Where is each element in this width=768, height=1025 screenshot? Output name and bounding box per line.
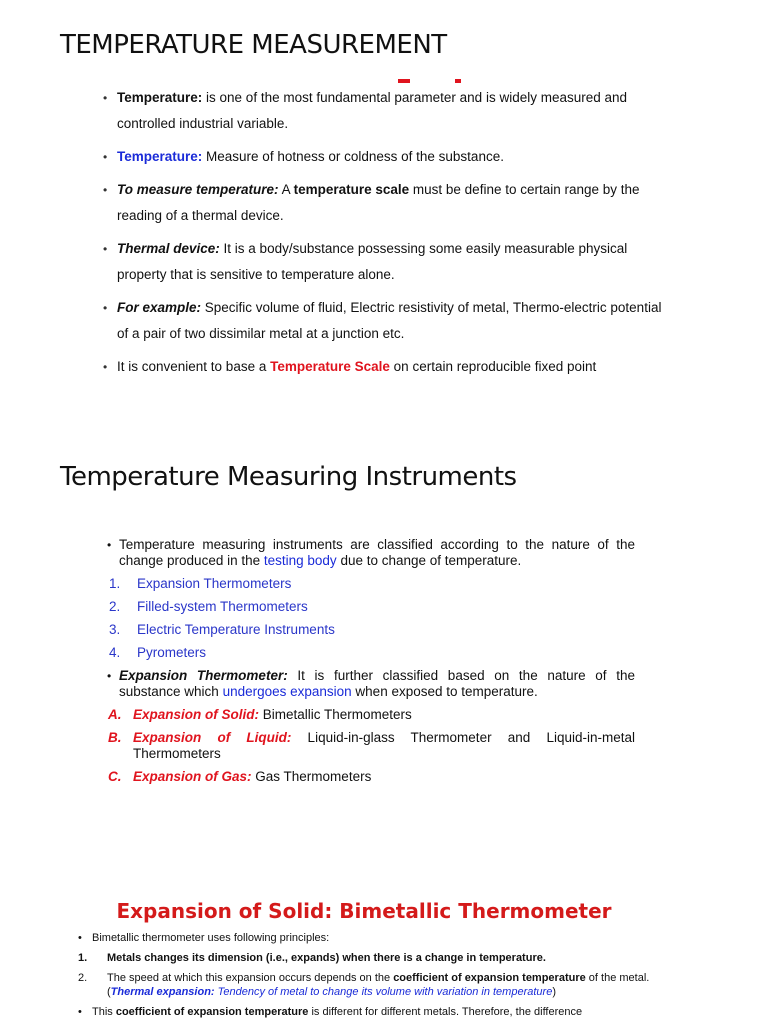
bullet-item [78, 1005, 668, 1019]
bullet-bold: coefficient of expansion temperature [115, 1006, 309, 1018]
sub-item [105, 769, 635, 785]
intro-text: Temperature measuring instruments are classified according to the nature of the change produced in the [119, 537, 635, 568]
bullet-text: Specific volume of fluid, Electric resistivity of metal, Thermo-electric potential of a pair of two dissimilar metal at a junction etc. [117, 300, 662, 341]
bullet-text: on certain reproducible fixed point [389, 359, 597, 374]
list-number: 3. [109, 622, 121, 637]
bullet-item [103, 177, 663, 229]
sub-term: Expansion of Gas: [133, 769, 252, 784]
bullet-term: Temperature: [117, 90, 203, 105]
bullet-item [103, 236, 663, 288]
expansion-highlight: undergoes expansion [222, 684, 352, 699]
item-text: ) [552, 986, 556, 998]
bullet-bold: temperature scale [293, 182, 410, 197]
slide1-title: TEMPERATURE MEASUREMENT [60, 30, 447, 60]
slide3-content [78, 931, 668, 1025]
sub-item [105, 730, 635, 762]
sub-item [105, 707, 635, 723]
sub-text: Bimetallic Thermometers [259, 707, 412, 722]
item-text: of the metal. ( [107, 972, 650, 998]
sub-label: B. [108, 730, 122, 745]
intro-highlight: testing body [263, 553, 337, 568]
slide2-title: Temperature Measuring Instruments [60, 462, 517, 492]
list-number: 2. [109, 599, 121, 614]
bullet-text: must be define to certain range by the reading of a thermal device. [117, 182, 640, 223]
bullet-item [103, 295, 663, 347]
sub-term: Expansion of Liquid: [133, 730, 292, 745]
bullet-text: is one of the most fundamental parameter and is widely measured and controlled industrial variable. [117, 90, 628, 131]
bullet-item [103, 354, 663, 380]
numbered-item [78, 971, 668, 999]
bullet-text: This [92, 1006, 116, 1018]
item-text: Metals changes its dimension (i.e., expands) when there is a change in temperature. [107, 952, 546, 964]
item-number: 2. [78, 972, 88, 984]
list-text: Pyrometers [137, 645, 207, 660]
expansion-term: Expansion Thermometer: [119, 668, 288, 683]
bullet-item [103, 144, 663, 170]
bullet-item [78, 931, 668, 945]
item-bold: coefficient of expansion temperature [393, 972, 586, 984]
item-text: The speed at which this expansion occurs depends on the [107, 972, 394, 984]
bullet-term: For example: [117, 300, 202, 315]
item-term: Thermal expansion: [110, 986, 215, 998]
slide3-title: Expansion of Solid: Bimetallic Thermometer [116, 899, 612, 923]
numbered-item [78, 951, 668, 965]
bullet-term: Temperature: [117, 149, 203, 164]
bullet-text: It is a body/substance possessing some easily measurable physical property that is sensitive to temperature alone. [117, 241, 628, 282]
bullet-item [103, 85, 663, 137]
bullet-text: Measure of hotness or coldness of the substance. [202, 149, 504, 164]
item-definition: Tendency of metal to change its volume with variation in temperature [214, 986, 553, 998]
list-number: 1. [109, 576, 121, 591]
sub-label: A. [108, 707, 122, 722]
bullet-text: A [278, 182, 294, 197]
list-number: 4. [109, 645, 121, 660]
list-item [105, 599, 635, 615]
sub-text: Gas Thermometers [251, 769, 372, 784]
list-item [105, 576, 635, 592]
expansion-text: It is further classified based on the nature of the substance which [119, 668, 635, 699]
list-text: Electric Temperature Instruments [137, 622, 335, 637]
slide2-content [105, 537, 635, 792]
cropped-heading-fragment [398, 79, 410, 83]
expansion-bullet [105, 668, 635, 700]
list-item [105, 622, 635, 638]
intro-bullet [105, 537, 635, 569]
expansion-text: when exposed to temperature. [351, 684, 538, 699]
item-number: 1. [78, 952, 88, 964]
list-item [105, 645, 635, 661]
cropped-heading-fragment [455, 79, 461, 83]
bullet-text: Bimetallic thermometer uses following principles: [92, 932, 330, 944]
bullet-text: It is convenient to base a [117, 359, 271, 374]
list-text: Filled-system Thermometers [137, 599, 308, 614]
bullet-term: Thermal device: [117, 241, 220, 256]
intro-text: due to change of temperature. [336, 553, 522, 568]
sub-text: Liquid-in-glass Thermometer and Liquid-in-metal Thermometers [133, 730, 636, 761]
bullet-text: is different for different metals. Therefore, the difference [308, 1006, 583, 1018]
bullet-term: To measure temperature: [117, 182, 279, 197]
sub-term: Expansion of Solid: [133, 707, 260, 722]
slide1-bullets [103, 85, 663, 387]
bullet-highlight: Temperature Scale [270, 359, 390, 374]
list-text: Expansion Thermometers [137, 576, 292, 591]
sub-label: C. [108, 769, 122, 784]
